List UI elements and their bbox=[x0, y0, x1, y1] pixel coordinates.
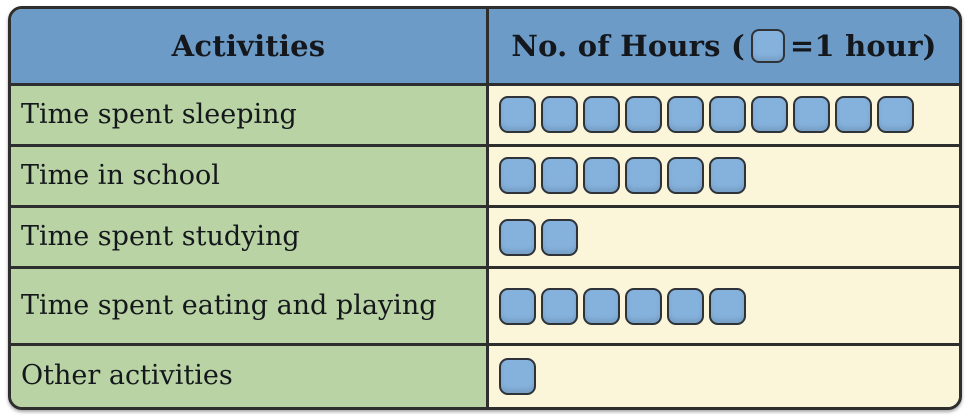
blue-square-icon bbox=[793, 96, 830, 133]
blue-square-icon bbox=[667, 96, 704, 133]
row-value-cell bbox=[489, 346, 959, 407]
blue-square-icon bbox=[751, 96, 788, 133]
blue-square-icon bbox=[583, 288, 620, 325]
blue-square-icon bbox=[499, 288, 536, 325]
row-value-cell bbox=[489, 147, 959, 205]
header-hours-label-pre: No. of Hours ( bbox=[511, 28, 745, 63]
unit-squares-group bbox=[499, 219, 583, 256]
header-cell-hours bbox=[489, 9, 959, 83]
row-value-cell bbox=[489, 86, 959, 144]
blue-square-icon bbox=[667, 288, 704, 325]
blue-square-icon bbox=[499, 157, 536, 194]
table-header-row bbox=[11, 9, 959, 86]
blue-square-icon bbox=[667, 157, 704, 194]
table-row bbox=[11, 346, 959, 407]
blue-square-icon bbox=[583, 157, 620, 194]
table-row bbox=[11, 147, 959, 208]
blue-square-icon bbox=[499, 358, 536, 395]
row-value-cell bbox=[489, 269, 959, 343]
row-label: Time spent sleeping bbox=[21, 98, 297, 130]
table-row bbox=[11, 269, 959, 346]
header-activities-label: Activities bbox=[171, 28, 326, 63]
row-label-cell bbox=[11, 269, 489, 343]
blue-square-icon bbox=[709, 157, 746, 194]
unit-squares-group bbox=[499, 288, 751, 325]
header-cell-activities bbox=[11, 9, 489, 83]
table-row bbox=[11, 208, 959, 269]
row-label-cell bbox=[11, 208, 489, 266]
row-label-cell bbox=[11, 86, 489, 144]
blue-square-icon bbox=[499, 219, 536, 256]
blue-square-icon bbox=[877, 96, 914, 133]
blue-square-icon bbox=[835, 96, 872, 133]
blue-square-icon bbox=[541, 288, 578, 325]
table-row bbox=[11, 86, 959, 147]
row-label-cell bbox=[11, 147, 489, 205]
row-label: Time spent studying bbox=[21, 220, 300, 252]
blue-square-icon bbox=[625, 157, 662, 194]
blue-square-icon bbox=[709, 96, 746, 133]
blue-square-icon bbox=[541, 157, 578, 194]
blue-square-icon bbox=[625, 288, 662, 325]
row-label: Time spent eating and playing bbox=[21, 289, 437, 321]
unit-squares-group bbox=[499, 96, 919, 133]
row-value-cell bbox=[489, 208, 959, 266]
blue-square-icon bbox=[751, 29, 785, 63]
row-label: Other activities bbox=[21, 360, 233, 392]
blue-square-icon bbox=[499, 96, 536, 133]
pictograph-table bbox=[8, 6, 962, 410]
blue-square-icon bbox=[709, 288, 746, 325]
row-label: Time in school bbox=[21, 159, 220, 191]
unit-squares-group bbox=[499, 358, 541, 395]
header-hours-label-post: =1 hour) bbox=[789, 28, 937, 63]
blue-square-icon bbox=[541, 219, 578, 256]
blue-square-icon bbox=[625, 96, 662, 133]
blue-square-icon bbox=[541, 96, 578, 133]
blue-square-icon bbox=[583, 96, 620, 133]
row-label-cell bbox=[11, 346, 489, 407]
unit-squares-group bbox=[499, 157, 751, 194]
